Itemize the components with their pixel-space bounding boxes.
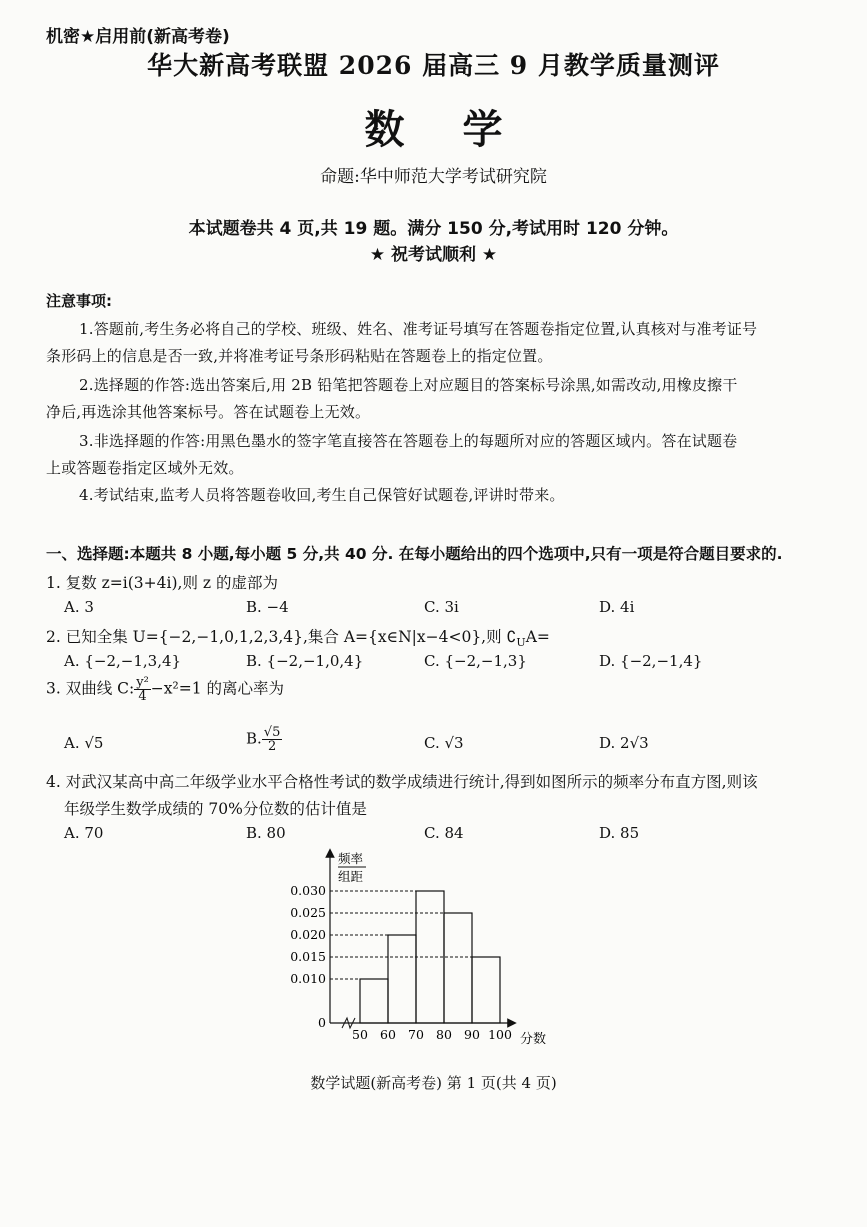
page-footer: 数学试题(新高考卷) 第 1 页(共 4 页) <box>310 1074 557 1092</box>
question-1-option-d: D. 4i <box>599 598 635 616</box>
frequency-histogram <box>280 845 580 1055</box>
y-tick-label: 0.020 <box>290 927 326 942</box>
question-4-option-b: B. 80 <box>246 824 286 842</box>
fraction-numerator: y² <box>136 675 149 690</box>
section-heading: 一、选择题:本题共 8 小题,每小题 5 分,共 40 分. 在每小题给出的四个选项中,只有一项是符合题目要求的. <box>46 545 783 563</box>
y-tick-label: 0.015 <box>290 949 326 964</box>
notice-line: 2.选择题的作答:选出答案后,用 2B 铅笔把答题卷上对应题目的答案标号涂黑,如需改动,用橡皮擦干 <box>79 376 738 394</box>
question-2-option-b: B. {−2,−1,0,4} <box>246 652 364 670</box>
y-tick-label: 0 <box>318 1015 326 1030</box>
notice-line: 1.答题前,考生务必将自己的学校、班级、姓名、准考证号填写在答题卷指定位置,认真核对与准考证号 <box>79 320 758 338</box>
histogram-bar <box>472 957 500 1023</box>
x-tick-label: 70 <box>408 1027 424 1042</box>
x-tick-label: 100 <box>488 1027 512 1042</box>
question-1-option-a: A. 3 <box>64 598 94 616</box>
question-3-stem-post: −x²=1 的离心率为 <box>150 679 285 698</box>
subject-title: 数学 <box>364 106 561 153</box>
option-b-label: B. <box>246 729 262 748</box>
fraction-denominator: 4 <box>138 689 147 704</box>
question-1-option-b: B. −4 <box>246 598 289 616</box>
question-3-stem-pre: 3. 双曲线 C: <box>46 679 135 698</box>
x-tick-label: 90 <box>464 1027 480 1042</box>
x-tick-label: 60 <box>380 1027 396 1042</box>
question-3-stem <box>46 676 284 703</box>
question-2-option-c: C. {−2,−1,3} <box>424 652 527 670</box>
histogram-bar <box>360 979 388 1023</box>
notice-line: 3.非选择题的作答:用黑色墨水的签字笔直接答在答题卷上的每题所对应的答题区域内。答在试题卷 <box>79 432 738 450</box>
question-3-option-d: D. 2√3 <box>599 734 649 752</box>
question-4-option-c: C. 84 <box>424 824 464 842</box>
y-axis-label-top: 频率 <box>338 851 364 866</box>
exam-summary: 本试题卷共 4 页,共 19 题。满分 150 分,考试用时 120 分钟。 <box>188 219 679 239</box>
exam-title: 华大新高考联盟 2026 届高三 9 月教学质量测评 <box>147 51 720 80</box>
question-3-option-b <box>246 726 282 753</box>
x-tick-label: 50 <box>352 1027 368 1042</box>
histogram-bar <box>388 935 416 1023</box>
y-tick-label: 0.030 <box>290 883 326 898</box>
notice-line: 上或答题卷指定区域外无效。 <box>46 459 244 477</box>
histogram-bar <box>444 913 472 1023</box>
notice-line: 净后,再选涂其他答案标号。答在试题卷上无效。 <box>46 403 371 421</box>
question-3-fraction <box>134 676 151 703</box>
author-line: 命题:华中师范大学考试研究院 <box>320 167 547 187</box>
question-4-option-d: D. 85 <box>599 824 640 842</box>
question-4-stem-line-1: 4. 对武汉某高中高二年级学业水平合格性考试的数学成绩进行统计,得到如图所示的频率分布直方图,则该 <box>46 773 758 791</box>
question-3-option-a: A. √5 <box>64 734 104 752</box>
question-4-stem-line-2: 年级学生数学成绩的 70%分位数的估计值是 <box>64 800 367 818</box>
good-luck-line: ★ 祝考试顺利 ★ <box>369 245 498 265</box>
question-3-option-c: C. √3 <box>424 734 464 752</box>
y-axis-label-bottom: 组距 <box>338 869 364 884</box>
option-b-fraction <box>262 726 283 753</box>
notice-line: 4.考试结束,监考人员将答题卷收回,考生自己保管好试题卷,评讲时带来。 <box>79 486 565 504</box>
notice-line: 条形码上的信息是否一致,并将准考证号条形码粘贴在答题卷上的指定位置。 <box>46 347 553 365</box>
question-2-stem-text: 2. 已知全集 U={−2,−1,0,1,2,3,4},集合 A={x∈N|x−4<0},则 ∁ <box>46 628 517 646</box>
question-2-option-d: D. {−2,−1,4} <box>599 652 703 670</box>
fraction-numerator: √5 <box>263 725 281 740</box>
question-1-stem: 1. 复数 z=i(3+4i),则 z 的虚部为 <box>46 574 278 592</box>
question-2-stem-tail: A= <box>525 628 550 646</box>
question-2-option-a: A. {−2,−1,3,4} <box>64 652 182 670</box>
fraction-denominator: 2 <box>267 739 277 754</box>
x-tick-label: 80 <box>436 1027 452 1042</box>
question-4-option-a: A. 70 <box>64 824 104 842</box>
confidential-label: 机密★启用前(新高考卷) <box>46 27 230 47</box>
question-1-option-c: C. 3i <box>424 598 459 616</box>
question-2-stem <box>46 625 550 649</box>
y-tick-label: 0.010 <box>290 971 326 986</box>
notice-heading: 注意事项: <box>46 292 112 310</box>
y-tick-label: 0.025 <box>290 905 326 920</box>
x-axis-label: 分数 <box>520 1032 547 1047</box>
question-2-subscript: U <box>516 636 526 650</box>
